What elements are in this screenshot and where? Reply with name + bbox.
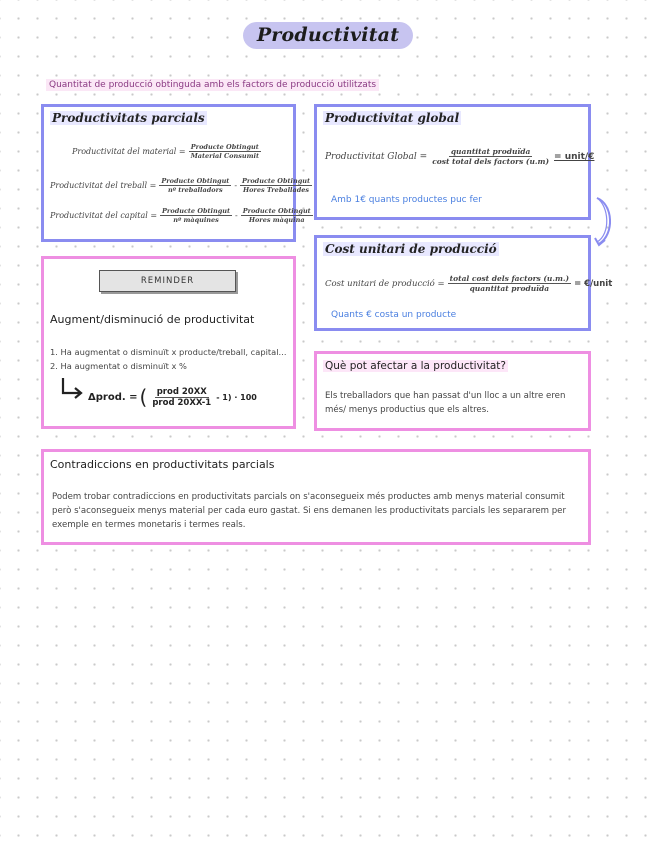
factors-text: Els treballadors que han passat d'un lloc a un altre eren més/ menys productius que els altres. bbox=[325, 391, 566, 415]
reminder-item-2: 2. Ha augmentat o disminuït x % bbox=[50, 361, 187, 371]
capital-formula: Productivitat del capital = $\frac{\text{Producte Obtingut}}{\text{nº màquines}}$ - $\frac{\text{Producte Obtingut}}{\text{Hores màquina}}$ bbox=[50, 207, 311, 224]
partial-heading: Productivitats parcials bbox=[52, 111, 205, 125]
contradictions-heading: Contradiccions en productivitats parcials bbox=[50, 458, 275, 471]
global-note: Amb 1€ quants productes puc fer bbox=[331, 195, 482, 205]
contradictions-text: Podem trobar contradiccions en productivitats parcials on s'aconsegueix més productes amb menys material consumit però s'aconsegueix menys material per cada euro gastat. Si ens demanen les productivitats parcials les separarem per exemple en termes monetaris i termes reals. bbox=[52, 492, 566, 530]
page-title: Productivitat bbox=[243, 22, 413, 49]
definition-text: Quantitat de producció obtinguda amb els factors de producció utilitzats bbox=[46, 79, 379, 91]
reminder-item-1: 1. Ha augmentat o disminuït x producte/treball, capital... bbox=[50, 347, 287, 357]
partial-productivity-card bbox=[41, 104, 311, 242]
reminder-card bbox=[41, 256, 296, 429]
curved-arrow-icon bbox=[593, 194, 619, 250]
factors-card bbox=[314, 351, 591, 431]
material-formula: Productivitat del material = $\frac{\text{Producte Obtingut}}{\text{Material Consumit}}$ bbox=[72, 143, 259, 160]
delta-formula: Δprod. = ( $\frac{\text{prod 20XX}}{\text{prod 20XX-1}}$ - 1) · 100 bbox=[88, 385, 257, 409]
global-productivity-card bbox=[314, 104, 595, 220]
contradictions-card bbox=[41, 449, 591, 545]
reminder-heading: Augment/disminució de productivitat bbox=[50, 313, 255, 326]
page-title-wrap bbox=[0, 22, 656, 49]
factors-heading: Què pot afectar a la productivitat? bbox=[325, 360, 506, 372]
treball-formula: Productivitat del treball = $\frac{\text{Producte Obtingut}}{\text{nº treballadors}}$ - $\frac{\text{Producte Obtingut}}{\text{Hores Treballades}}$ bbox=[50, 177, 310, 194]
reminder-badge: REMINDER bbox=[99, 270, 236, 292]
cost-note: Quants € costa un producte bbox=[331, 310, 457, 320]
unit-cost-card bbox=[314, 235, 613, 331]
global-heading: Productivitat global bbox=[325, 111, 460, 125]
return-arrow-icon bbox=[60, 377, 84, 399]
cost-formula: Cost unitari de producció = $\frac{\text{total cost dels factors (u.m.)}}{\text{quantitat produïda}}$ = €/unit bbox=[325, 274, 613, 293]
global-formula: Productivitat Global = $\frac{\text{quantitat produïda}}{\text{cost total dels factors (u.m)}}$ = unit/€ bbox=[325, 147, 595, 166]
cost-heading: Cost unitari de producció bbox=[325, 242, 497, 256]
